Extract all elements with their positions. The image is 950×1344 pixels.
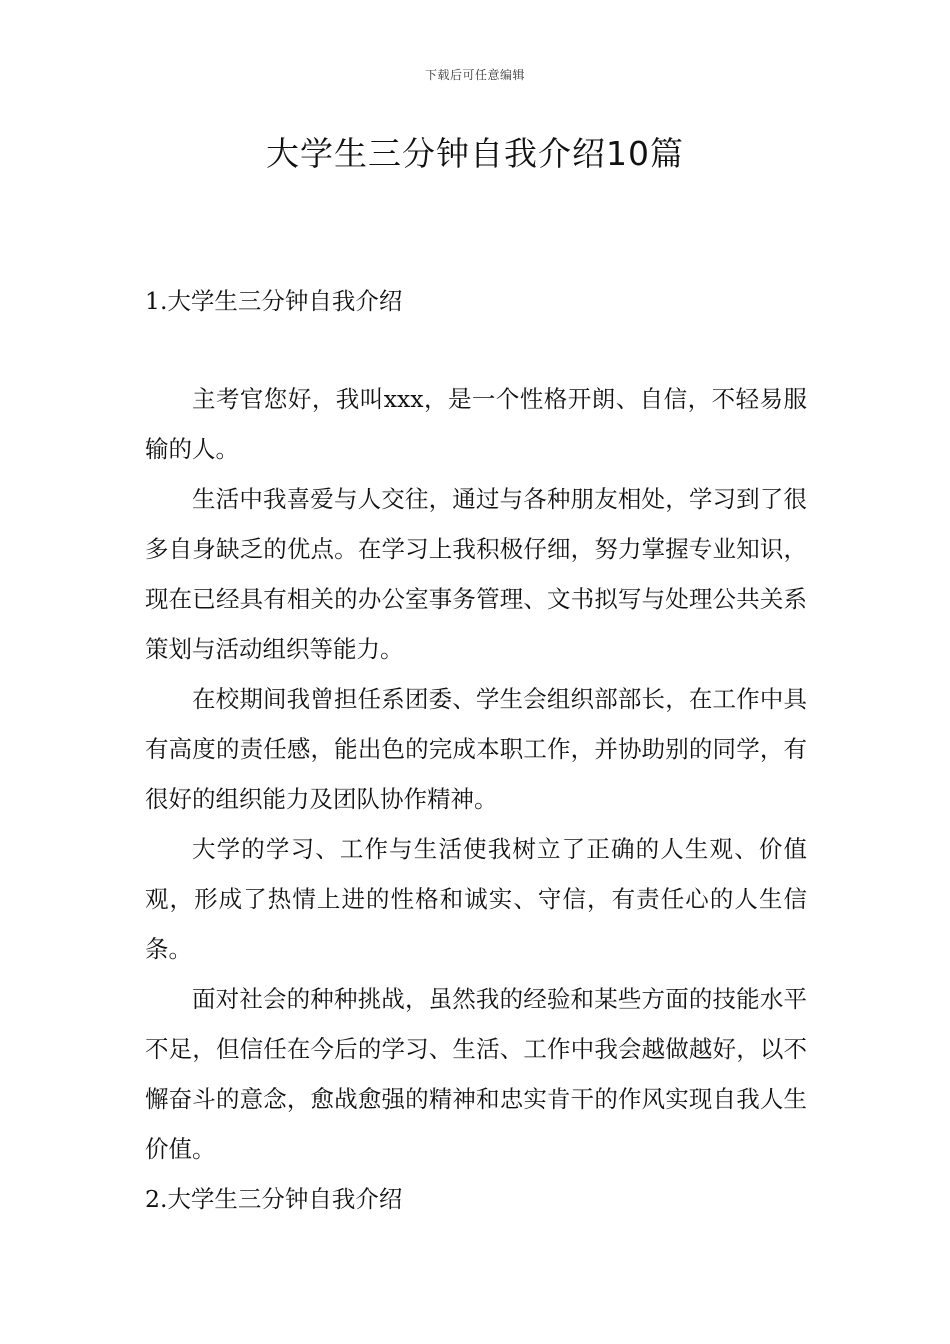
paragraph-1: 主考官您好，我叫xxx，是一个性格开朗、自信，不轻易服输的人。 <box>145 385 807 463</box>
paragraph-4: 大学的学习、工作与生活使我树立了正确的人生观、价值观，形成了热情上进的性格和诚实、守信，有责任心的人生信条。 <box>145 835 807 963</box>
body-text <box>145 374 807 1224</box>
paragraph-5: 面对社会的种种挑战，虽然我的经验和某些方面的技能水平不足，但信任在今后的学习、生活、工作中我会越做越好，以不懈奋斗的意念，愈战愈强的精神和忠实肯干的作风实现自我人生价值。 <box>145 985 807 1163</box>
section-2-heading: 2.大学生三分钟自我介绍 <box>145 1185 403 1213</box>
section-1-heading: 1.大学生三分钟自我介绍 <box>145 287 403 315</box>
paragraph-2: 生活中我喜爱与人交往，通过与各种朋友相处，学习到了很多自身缺乏的优点。在学习上我积极仔细，努力掌握专业知识，现在已经具有相关的办公室事务管理、文书拟写与处理公共关系策划与活动组织等能力。 <box>145 485 807 663</box>
paragraph-3: 在校期间我曾担任系团委、学生会组织部部长，在工作中具有高度的责任感，能出色的完成本职工作，并协助别的同学，有很好的组织能力及团队协作精神。 <box>145 685 807 813</box>
header-note: 下载后可任意编辑 <box>424 68 525 82</box>
document-title: 大学生三分钟自我介绍10篇 <box>266 134 684 173</box>
